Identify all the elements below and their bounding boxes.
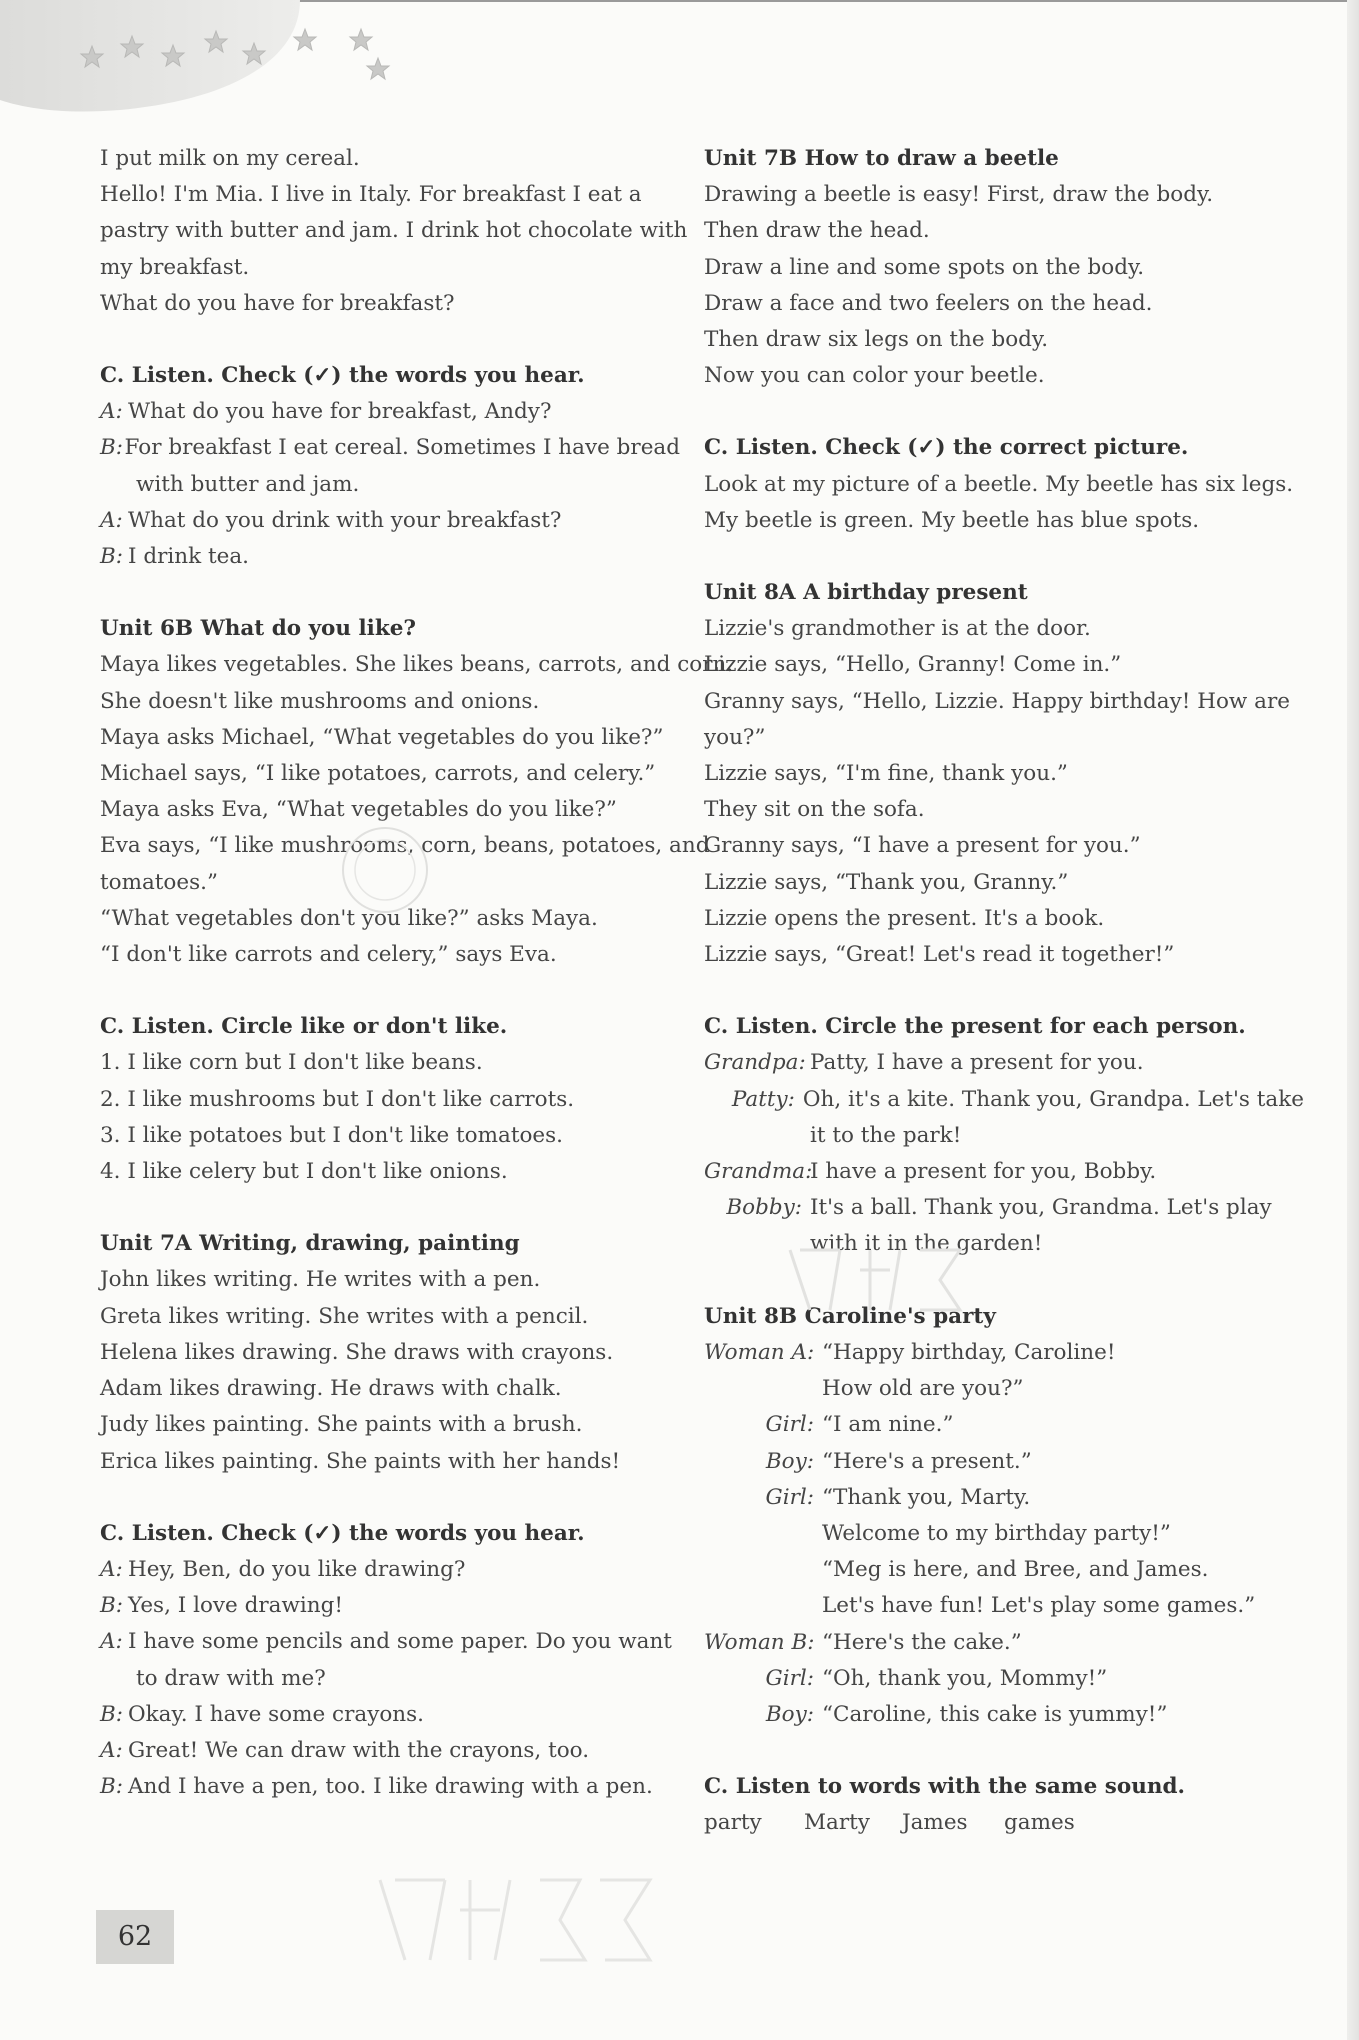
dialogue-text: Oh, it's a kite. Thank you, Grandpa. Let's take <box>802 1086 1304 1112</box>
speaker-label: A: <box>100 1737 123 1763</box>
speaker-label: B: <box>100 435 124 461</box>
speaker-label <box>704 1516 814 1552</box>
dialogue-line <box>704 1516 1304 1552</box>
section-heading: Unit 8A A birthday present <box>704 580 1028 606</box>
dialogue-line <box>704 1335 1304 1371</box>
speaker-label: Woman A: <box>704 1339 815 1365</box>
text-line: 3. I like potatoes but I don't like tomatoes. <box>100 1122 564 1148</box>
right-column <box>704 141 1304 1842</box>
text-line: My beetle is green. My beetle has blue spots. <box>704 507 1200 533</box>
speaker-label: B: <box>100 1593 124 1619</box>
text-line: 1. I like corn but I don't like beans. <box>100 1050 483 1076</box>
dialogue-text: Okay. I have some crayons. <box>128 1701 424 1727</box>
text-line: 2. I like mushrooms but I don't like carrots. <box>100 1086 575 1112</box>
text-line: Lizzie says, “I'm fine, thank you.” <box>704 761 1068 787</box>
word-list <box>704 1805 1304 1841</box>
text-line: “I don't like carrots and celery,” says Eva. <box>100 942 557 968</box>
dialogue-continuation: with butter and jam. <box>136 471 360 497</box>
dialogue-line <box>704 1226 1304 1262</box>
word-item: James <box>902 1810 968 1836</box>
section-heading: C. Listen. Circle like or don't like. <box>100 1014 508 1040</box>
text-line: pastry with butter and jam. I drink hot chocolate with <box>100 218 688 244</box>
dialogue-text: I drink tea. <box>128 544 249 570</box>
text-line: Drawing a beetle is easy! First, draw the body. <box>704 182 1214 208</box>
speaker-label <box>704 1118 802 1154</box>
speaker-label <box>704 1588 814 1624</box>
dialogue-text: “Here's the cake.” <box>822 1629 1022 1655</box>
dialogue-line <box>704 1045 1304 1081</box>
dialogue-line <box>100 1733 680 1769</box>
speaker-label: Bobby: <box>726 1195 802 1221</box>
dialogue-continuation: to draw with me? <box>136 1665 326 1691</box>
speaker-label: A: <box>100 1556 123 1582</box>
dialogue-text: “Caroline, this cake is yummy!” <box>822 1701 1168 1727</box>
text-line: Lizzie's grandmother is at the door. <box>704 616 1091 642</box>
page-edge-shadow <box>1347 0 1359 2040</box>
text-line: Draw a line and some spots on the body. <box>704 254 1145 280</box>
section-heading: C. Listen. Check (✓) the words you hear. <box>100 1520 585 1546</box>
dialogue-text: it to the park! <box>810 1122 962 1148</box>
text-line: my breakfast. <box>100 254 250 280</box>
section-heading: Unit 6B What do you like? <box>100 616 417 642</box>
dialogue-text: I have some pencils and some paper. Do you want <box>128 1629 672 1655</box>
dialogue-line <box>704 1588 1304 1624</box>
dialogue-text: Yes, I love drawing! <box>128 1593 343 1619</box>
text-line: 4. I like celery but I don't like onions. <box>100 1159 508 1185</box>
speaker-label <box>704 1552 814 1588</box>
section-gap <box>100 322 680 358</box>
section-gap <box>100 1190 680 1226</box>
dialogue-text: Patty, I have a present for you. <box>810 1050 1144 1076</box>
text-line: tomatoes.” <box>100 869 218 895</box>
text-line: Granny says, “Hello, Lizzie. Happy birthday! How are <box>704 688 1290 714</box>
text-line: Maya likes vegetables. She likes beans, carrots, and corn. <box>100 652 734 678</box>
text-line: Lizzie says, “Great! Let's read it together!” <box>704 942 1175 968</box>
speaker-label: B: <box>100 1701 124 1727</box>
text-line: She doesn't like mushrooms and onions. <box>100 688 540 714</box>
dialogue-line <box>100 394 680 430</box>
speaker-label: A: <box>100 507 123 533</box>
text-line: What do you have for breakfast? <box>100 290 455 316</box>
text-line: They sit on the sofa. <box>704 797 925 823</box>
section-gap <box>704 1733 1304 1769</box>
speaker-label: Boy: <box>765 1701 814 1727</box>
text-line: Helena likes drawing. She draws with crayons. <box>100 1339 614 1365</box>
speaker-label: B: <box>100 544 124 570</box>
dialogue-line <box>704 1371 1304 1407</box>
section-heading: C. Listen to words with the same sound. <box>704 1774 1185 1800</box>
speaker-label: Grandma: <box>704 1159 813 1185</box>
speaker-label: A: <box>100 1629 123 1655</box>
dialogue-text: For breakfast I eat cereal. Sometimes I have bread <box>124 435 680 461</box>
dialogue-line <box>704 1661 1304 1697</box>
dialogue-line <box>704 1697 1304 1733</box>
text-line: Then draw the head. <box>704 218 930 244</box>
section-gap <box>704 1263 1304 1299</box>
word-item: party <box>704 1810 762 1836</box>
section-gap <box>704 394 1304 430</box>
section-heading: C. Listen. Circle the present for each person. <box>704 1014 1246 1040</box>
dialogue-line <box>704 1444 1304 1480</box>
text-line: Lizzie says, “Thank you, Granny.” <box>704 869 1069 895</box>
text-line: Look at my picture of a beetle. My beetle has six legs. <box>704 471 1294 497</box>
dialogue-text: I have a present for you, Bobby. <box>810 1159 1157 1185</box>
speaker-label: Girl: <box>765 1412 814 1438</box>
speaker-label: Boy: <box>765 1448 814 1474</box>
dialogue-line <box>100 430 680 466</box>
text-line: Adam likes drawing. He draws with chalk. <box>100 1376 562 1402</box>
dialogue-text: “Happy birthday, Caroline! <box>822 1339 1116 1365</box>
dialogue-text: Let's have fun! Let's play some games.” <box>822 1593 1256 1619</box>
dialogue-text: And I have a pen, too. I like drawing with a pen. <box>128 1774 653 1800</box>
text-line: Draw a face and two feelers on the head. <box>704 290 1153 316</box>
text-line: Now you can color your beetle. <box>704 363 1045 389</box>
text-line: Michael says, “I like potatoes, carrots, and celery.” <box>100 761 656 787</box>
dialogue-line <box>100 1588 680 1624</box>
section-heading: Unit 8B Caroline's party <box>704 1303 996 1329</box>
dialogue-text: What do you drink with your breakfast? <box>128 507 562 533</box>
dialogue-text: How old are you?” <box>822 1376 1024 1402</box>
text-line: you?” <box>704 724 766 750</box>
speaker-label: Girl: <box>765 1665 814 1691</box>
dialogue-text: Great! We can draw with the crayons, too. <box>128 1737 590 1763</box>
dialogue-line <box>100 1697 680 1733</box>
dialogue-line <box>704 1480 1304 1516</box>
section-gap <box>704 973 1304 1009</box>
text-line: Greta likes writing. She writes with a pencil. <box>100 1303 589 1329</box>
speaker-label: Patty: <box>731 1086 795 1112</box>
text-line: Erica likes painting. She paints with her hands! <box>100 1448 621 1474</box>
text-line: Lizzie opens the present. It's a book. <box>704 905 1105 931</box>
dialogue-line <box>100 503 680 539</box>
text-line: Judy likes painting. She paints with a brush. <box>100 1412 583 1438</box>
section-gap <box>100 1480 680 1516</box>
dialogue-text: “Oh, thank you, Mommy!” <box>822 1665 1108 1691</box>
section-gap <box>704 539 1304 575</box>
text-line: John likes writing. He writes with a pen. <box>100 1267 541 1293</box>
left-column <box>100 141 734 1805</box>
section-heading: C. Listen. Check (✓) the correct picture. <box>704 435 1189 461</box>
dialogue-line <box>100 539 680 575</box>
text-line: I put milk on my cereal. <box>100 146 360 171</box>
speaker-label: Grandpa: <box>704 1050 806 1076</box>
page-number: 62 <box>96 1910 174 1964</box>
speaker-label <box>704 1371 814 1407</box>
section-gap <box>100 973 680 1009</box>
dialogue-line <box>704 1118 1304 1154</box>
dialogue-text: What do you have for breakfast, Andy? <box>128 399 552 425</box>
text-line: Maya asks Michael, “What vegetables do you like?” <box>100 724 664 750</box>
speaker-label: B: <box>100 1774 124 1800</box>
dialogue-text: “Here's a present.” <box>822 1448 1032 1474</box>
dialogue-line <box>100 1769 680 1805</box>
speaker-label: A: <box>100 399 123 425</box>
section-heading: Unit 7A Writing, drawing, painting <box>100 1231 520 1257</box>
dialogue-line <box>704 1625 1304 1661</box>
dialogue-text: with it in the garden! <box>810 1231 1043 1257</box>
dialogue-line <box>100 1552 680 1588</box>
text-line: Eva says, “I like mushrooms, corn, beans, potatoes, and <box>100 833 710 859</box>
text-line: Lizzie says, “Hello, Granny! Come in.” <box>704 652 1122 678</box>
text-line: Then draw six legs on the body. <box>704 327 1049 353</box>
word-item: Marty <box>804 1810 870 1836</box>
dialogue-text: “I am nine.” <box>822 1412 954 1438</box>
text-line: “What vegetables don't you like?” asks Maya. <box>100 905 598 931</box>
dialogue-text: Hey, Ben, do you like drawing? <box>128 1556 466 1582</box>
section-gap <box>100 575 680 611</box>
dialogue-line <box>704 1190 1304 1226</box>
dialogue-line <box>100 1624 680 1660</box>
word-item: games <box>1004 1810 1075 1836</box>
dialogue-text: Welcome to my birthday party!” <box>822 1520 1171 1546</box>
dialogue-line <box>704 1082 1304 1118</box>
dialogue-line <box>704 1407 1304 1443</box>
text-line: Granny says, “I have a present for you.” <box>704 833 1141 859</box>
speaker-label: Woman B: <box>704 1629 815 1655</box>
text-line: Hello! I'm Mia. I live in Italy. For breakfast I eat a <box>100 182 642 208</box>
dialogue-text: It's a ball. Thank you, Grandma. Let's play <box>810 1195 1272 1221</box>
speaker-label <box>704 1226 802 1262</box>
dialogue-line <box>704 1154 1304 1190</box>
watermark <box>360 1860 660 1980</box>
dialogue-text: “Meg is here, and Bree, and James. <box>822 1557 1209 1583</box>
text-line: Maya asks Eva, “What vegetables do you like?” <box>100 797 617 823</box>
speaker-label: Girl: <box>765 1484 814 1510</box>
header-star-banner <box>0 0 440 115</box>
dialogue-line <box>704 1552 1304 1588</box>
section-heading: C. Listen. Check (✓) the words you hear. <box>100 363 585 389</box>
section-heading: Unit 7B How to draw a beetle <box>704 146 1059 171</box>
dialogue-text: “Thank you, Marty. <box>822 1484 1031 1510</box>
